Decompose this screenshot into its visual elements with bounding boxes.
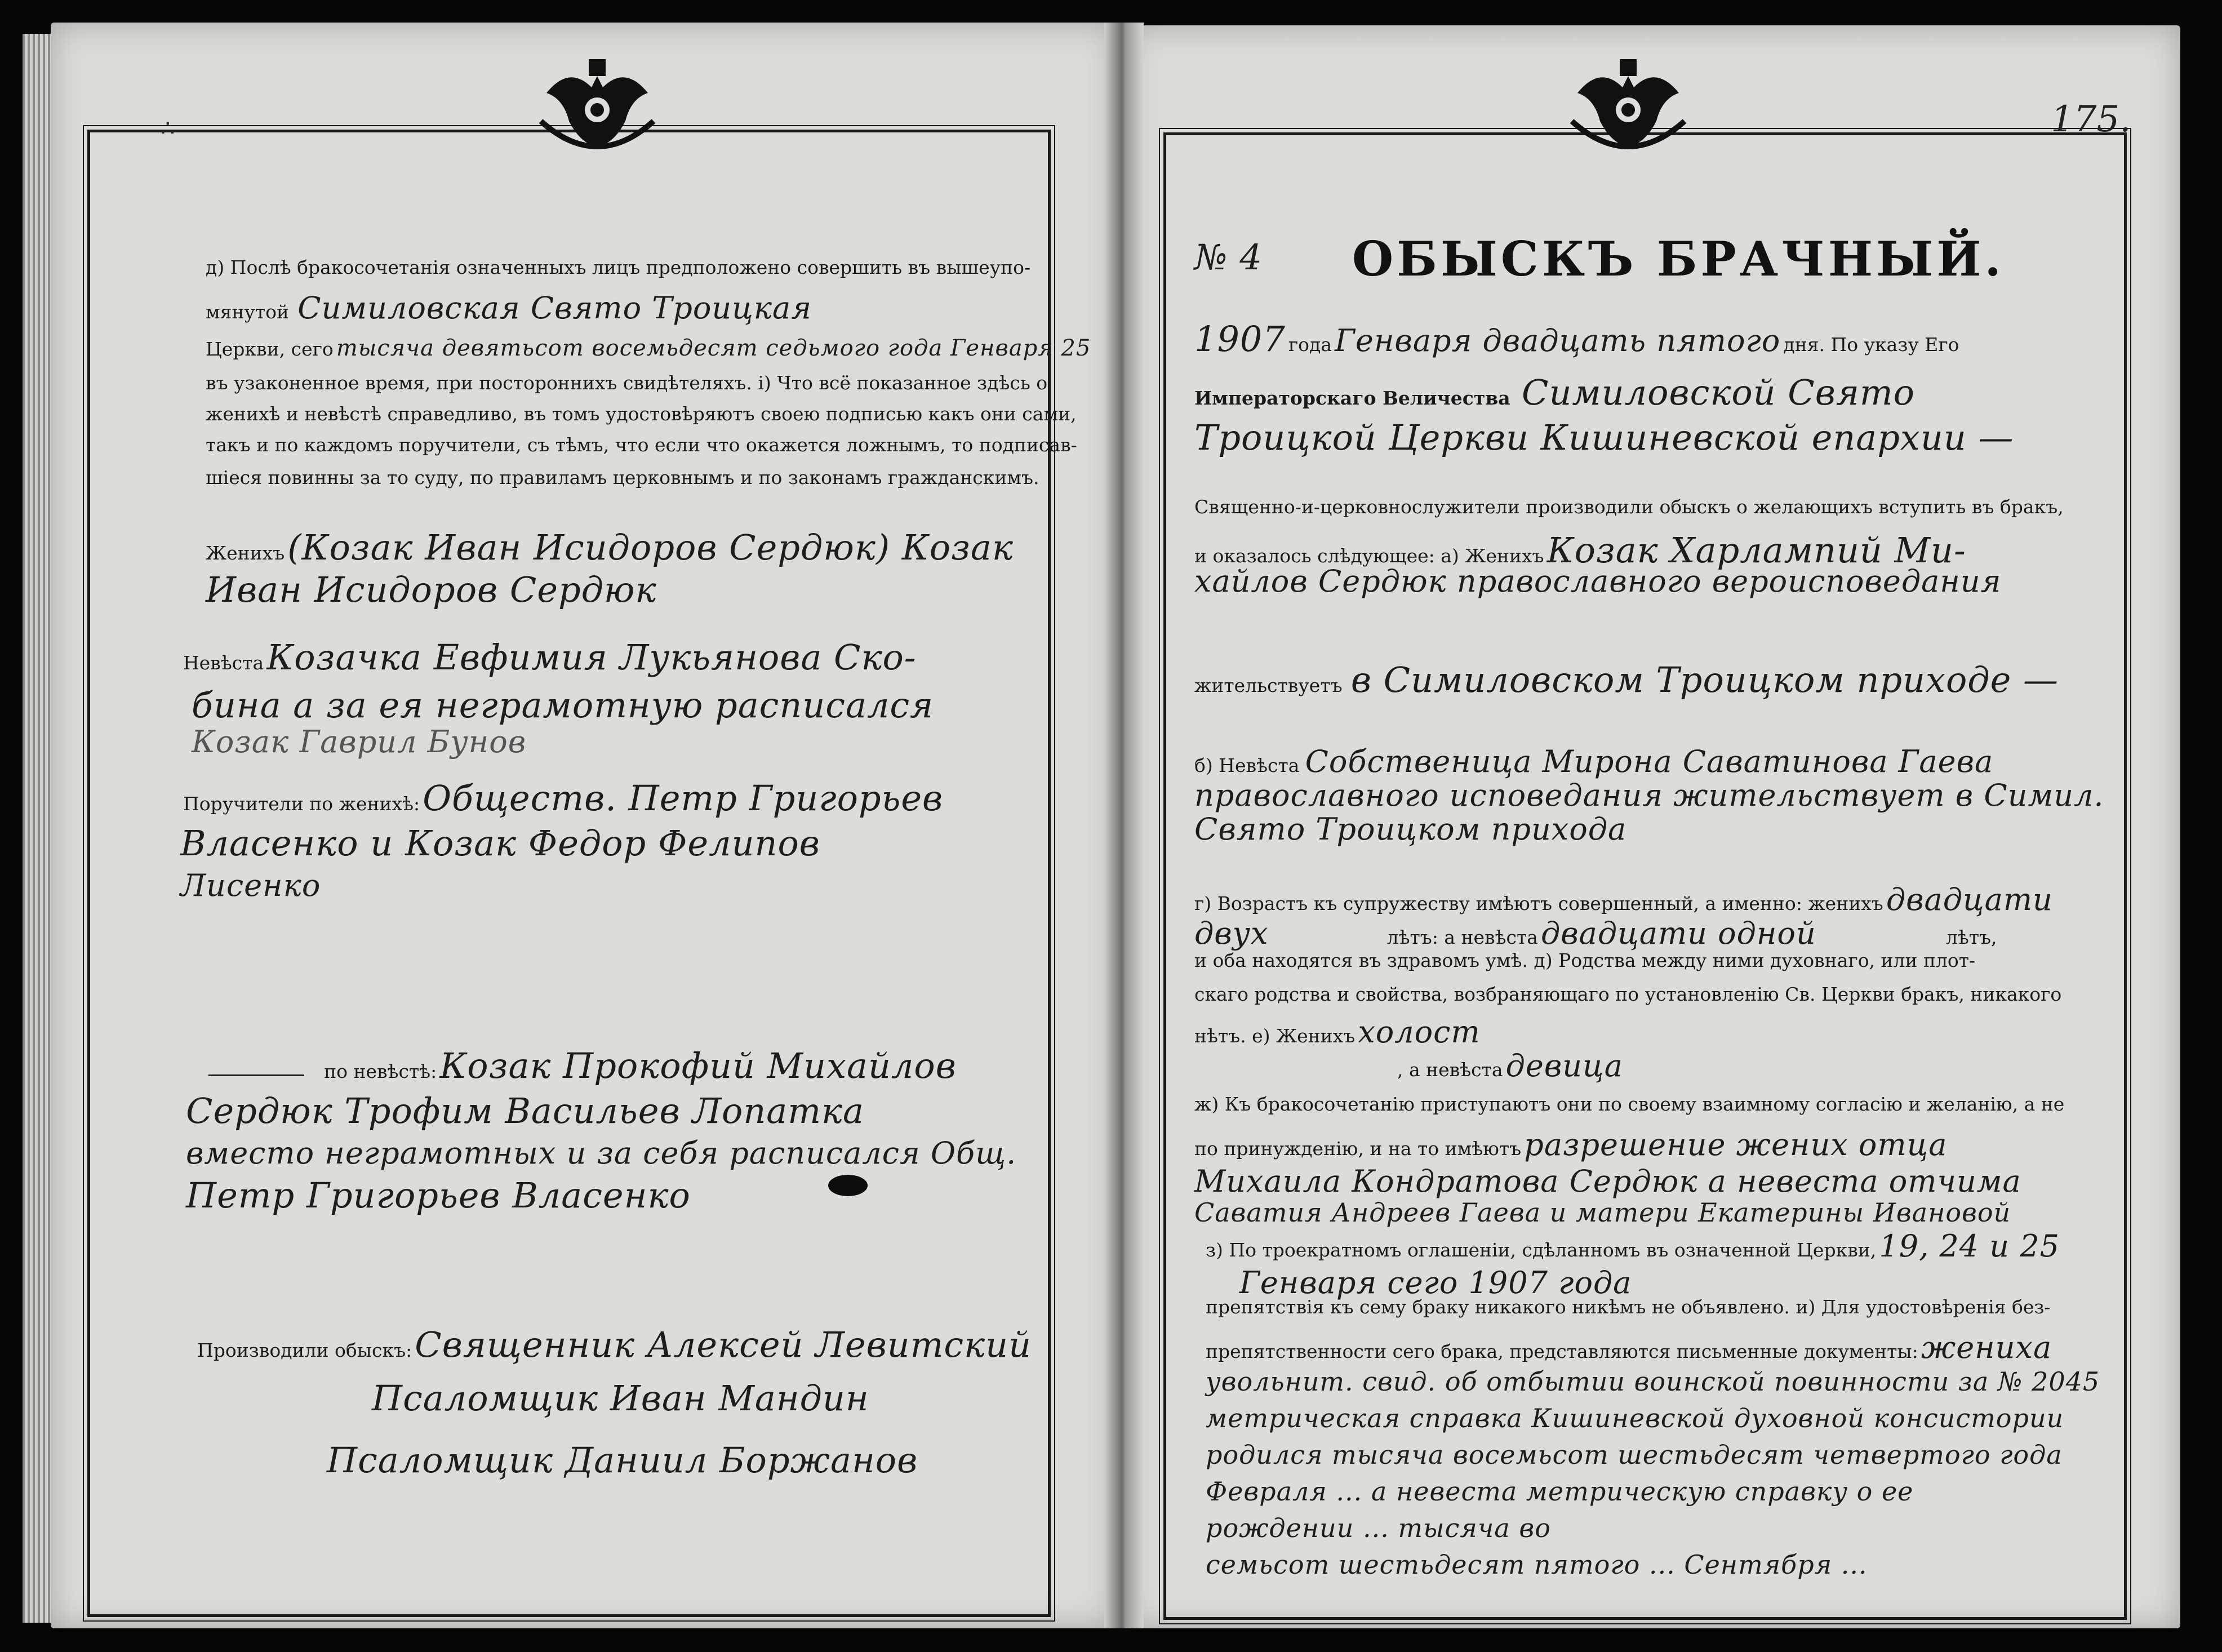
date-handwritten: Генваря двадцать пятого: [1335, 323, 1781, 358]
clergy-signature: Псаломщик Иван Мандин: [372, 1378, 869, 1419]
groom-age-handwritten: двух: [1194, 916, 1269, 951]
documents-handwritten: семьсот шестьдесят пятого ... Сентября ...: [1206, 1549, 1868, 1580]
document-title: ОБЫСКЪ БРАЧНЫЙ.: [1352, 231, 2005, 287]
record-number: № 4: [1194, 237, 1263, 278]
right-line: Священно-и-церковнослужители производили обыскъ о желающихъ вступить въ бракъ,: [1194, 496, 2064, 518]
residence-handwritten: в Симиловском Троицком приходе —: [1350, 659, 2059, 700]
groom-name-handwritten: Козак Харлампий Ми-: [1546, 530, 1966, 571]
groom-signature-row: [206, 527, 1014, 568]
guarantor-signature: Петр Григорьев Власенко: [186, 1175, 691, 1216]
documents-handwritten: родился тысяча восемьсот шестьдесят четвертого года: [1206, 1440, 2063, 1470]
right-line: ж) Къ бракосочетанію приступаютъ они по своему взаимному согласію и желанію, а не: [1194, 1093, 2065, 1115]
right-line: , а невѣста девица: [1397, 1048, 1623, 1083]
bride-age-handwritten: двадцати одной: [1541, 916, 1816, 951]
bride-name-handwritten: православного исповедания жительствует в Симил.: [1194, 778, 2104, 813]
left-paragraph-line: такъ и по каждомъ поручители, съ тѣмъ, что если что окажется ложнымъ, то подписав-: [206, 434, 1077, 456]
right-line: и оба находятся въ здравомъ умѣ. д) Родства между ними духовнаго, или плот-: [1194, 949, 1976, 971]
page-number: 175.: [2051, 99, 2131, 140]
left-paragraph-line: шіеся повинны за то суду, по правиламъ церковнымъ и по законамъ гражданскимъ.: [206, 467, 1039, 489]
bride-status-handwritten: девица: [1505, 1048, 1623, 1083]
groom-status-handwritten: холост: [1358, 1014, 1481, 1050]
right-line: препятствія къ сему браку никакого никѣмъ не объявлено. и) Для удостовѣренія без-: [1206, 1296, 2051, 1318]
guarantor-signature: Обществ. Петр Григорьев: [423, 778, 944, 819]
right-line: б) Невѣста Собственица Мирона Саватинова Гаева: [1194, 744, 1994, 779]
right-line: и оказалось слѣдующее: а) Женихъ Козак Харлампий Ми-: [1194, 530, 1966, 571]
double-headed-eagle-emblem-icon: [1566, 54, 1690, 161]
ink-blot: [828, 1175, 868, 1196]
right-line: скаго родства и свойства, возбраняющаго по установленію Св. Церкви бракъ, никакого: [1194, 983, 2062, 1005]
right-line: жительствуетъ в Симиловском Троицком приходе —: [1194, 659, 2059, 700]
church-name-handwritten: Симиловская Свято Троицкая: [297, 290, 812, 326]
right-line: 1907 года Генваря двадцать пятого дня. По указу Его: [1194, 318, 1959, 359]
bride-guarantors-row: [208, 1045, 957, 1086]
right-line: по принужденію, и на то имѣютъ разрешение жених отца: [1194, 1127, 1948, 1162]
right-line: двух лѣтъ: а невѣста двадцати одной лѣтъ,: [1194, 916, 1997, 951]
guarantor-signature: Лисенко: [180, 868, 321, 903]
church-name-handwritten: Троицкой Церкви Кишиневской епархии —: [1194, 417, 2014, 458]
bride-signature: Козачка Евфимия Лукьянова Ско-: [266, 637, 917, 678]
right-line: з) По троекратномъ оглашеніи, сдѣланномъ въ означенной Церкви, 19, 24 и 25: [1206, 1228, 2060, 1264]
clergy-signature-row: [197, 1324, 1032, 1365]
blank-rule: [208, 1074, 304, 1076]
guarantor-signature: Власенко и Козак Федор Фелипов: [180, 823, 820, 864]
guarantor-signature: вместо неграмотных и за себя расписался Общ.: [186, 1135, 1017, 1171]
left-paragraph-line: женихѣ и невѣстѣ справедливо, въ томъ удостовѣряютъ своею подписью какъ они сами,: [206, 403, 1077, 425]
bride-name-handwritten: Свято Троицком прихода: [1194, 811, 1627, 847]
left-paragraph-line: въ узаконенное время, при постороннихъ свидѣтеляхъ. і) Что всё показанное здѣсь о: [206, 372, 1048, 394]
right-line: Императорскаго Величества Симиловской Свято: [1194, 372, 1916, 413]
left-paragraph-line: д) Послѣ бракосочетанія означенныхъ лицъ предположено совершить въ вышеупо-: [206, 256, 1031, 278]
guarantor-signature: Козак Прокофий Михайлов: [439, 1045, 957, 1086]
documents-handwritten: Февраля ... а невеста метрическую справку о ее: [1206, 1476, 1914, 1507]
right-line: препятственности сего брака, представляются письменные документы: жениха: [1206, 1330, 2052, 1365]
documents-handwritten: жениха: [1921, 1330, 2052, 1365]
book-spine: [1104, 23, 1144, 1628]
banns-dates-handwritten: Генваря сего 1907 года: [1239, 1265, 1632, 1300]
documents-handwritten: увольнит. свид. об отбытии воинской повинности за № 2045: [1206, 1366, 2100, 1397]
permission-handwritten: Михаила Кондратова Сердюк а невеста отчима: [1194, 1163, 2021, 1199]
date-handwritten: тысяча девятьсот восемьдесят седьмого года Генваря 25: [336, 335, 1091, 361]
double-headed-eagle-emblem-icon: [535, 54, 659, 161]
groom-name-handwritten: хайлов Сердюк православного вероисповедания: [1194, 563, 2002, 599]
groom-signature: Иван Исидоров Сердюк: [206, 569, 657, 610]
groom-guarantors-row: [183, 778, 943, 819]
groom-signature: (Козак Иван Исидоров Сердюк) Козак: [287, 527, 1014, 568]
bride-signature: Козак Гаврил Бунов: [192, 724, 527, 760]
permission-handwritten: Саватия Андреев Гаева и матери Екатерины Ивановой: [1194, 1197, 2011, 1228]
bride-signature-row: [183, 637, 917, 678]
corner-mark: ∴: [161, 116, 175, 141]
permission-handwritten: разрешение жених отца: [1524, 1127, 1948, 1162]
groom-guarantors-label: Поручители по женихѣ:: [183, 793, 420, 815]
bride-signature: бина а за ея неграмотную расписался: [192, 685, 934, 726]
right-line: нѣтъ. е) Женихъ холост: [1194, 1014, 1481, 1050]
bride-label: Невѣста: [183, 652, 264, 674]
documents-handwritten: рождении ... тысяча во: [1206, 1513, 1551, 1543]
clergy-label: Производили обыскъ:: [197, 1339, 412, 1361]
banns-dates-handwritten: 19, 24 и 25: [1879, 1228, 2060, 1264]
year-handwritten: 1907: [1194, 318, 1286, 359]
guarantor-signature: Сердюк Трофим Васильев Лопатка: [186, 1090, 865, 1131]
groom-age-handwritten: двадцати: [1886, 882, 2053, 917]
right-line: г) Возрастъ къ супружеству имѣютъ совершенный, а именно: женихъ двадцати: [1194, 882, 2053, 917]
groom-label: Женихъ: [206, 542, 285, 564]
documents-handwritten: метрическая справка Кишиневской духовной консистории: [1206, 1403, 2064, 1433]
bride-guarantors-label: по невѣстѣ:: [324, 1060, 437, 1082]
left-paragraph-line: мянутой Симиловская Свято Троицкая: [206, 290, 812, 326]
clergy-signature: Священник Алексей Левитский: [415, 1324, 1032, 1365]
left-paragraph-line: Церкви, сего тысяча девятьсот восемьдесят седьмого года Генваря 25: [206, 335, 1091, 361]
church-name-handwritten: Симиловской Свято: [1522, 372, 1916, 413]
clergy-signature: Псаломщик Даниил Боржанов: [327, 1440, 918, 1481]
bride-name-handwritten: Собственица Мирона Саватинова Гаева: [1305, 744, 1994, 779]
